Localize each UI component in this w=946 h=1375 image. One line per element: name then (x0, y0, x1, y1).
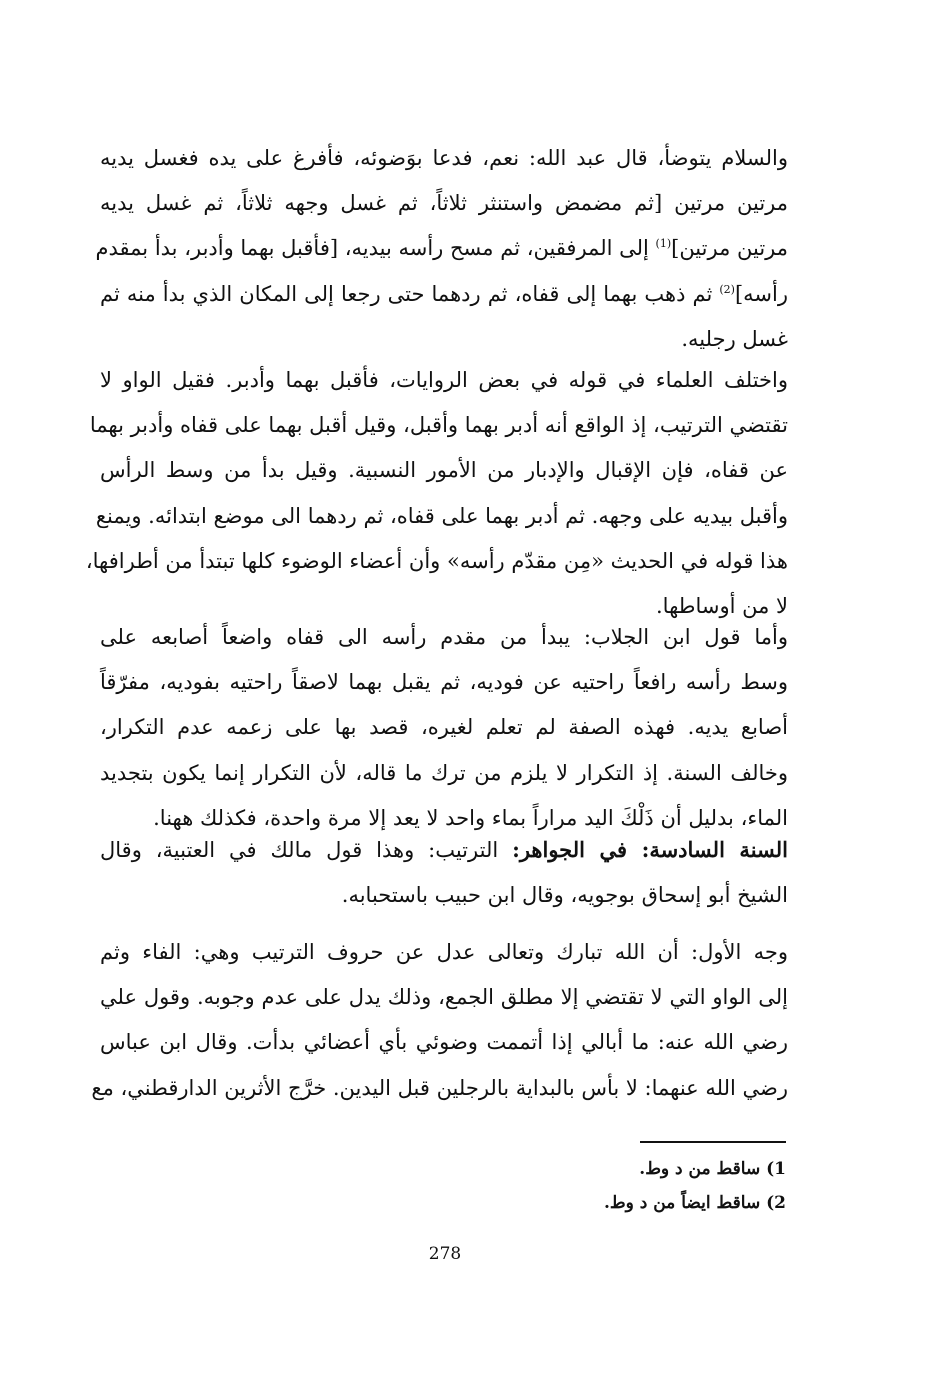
paragraph-ibn-al-jallab (100, 615, 788, 841)
footnote-1: 1) ساقط من د وط. (639, 1159, 786, 1179)
footnotes (480, 1152, 786, 1220)
text-line: الماء، بدليل أن ذَلْكَ اليد مراراً بماء واحد لا يعد إلا مرة واحدة، فكذلك ههنا. (153, 805, 788, 830)
text-segment: إلى المرفقين، ثم مسح رأسه بيديه، [فأقبل بهما وأدبر، بدأ بمقدم (95, 236, 656, 261)
section-heading: السنة السادسة: في الجواهر: (512, 837, 788, 862)
paragraph-wudu-description (95, 136, 788, 362)
text-segment: الترتيب: وهذا قول مالك في العتبية، وقال (100, 838, 513, 862)
text-line: مرتين مرتين [ثم مضمض واستنثر ثلاثاً، ثم غسل وجهه ثلاثاً، ثم غسل يديه (100, 191, 788, 216)
text-segment: رأسه] (734, 281, 788, 306)
page-number: 278 (428, 1244, 462, 1264)
text-line (100, 272, 788, 317)
paragraph-scholars-disagreement (85, 358, 788, 629)
text-line: تقتضي الترتيب، إذ الواقع أنه أدبر بهما وأقبل، وقيل أقبل بهما على قفاه وأدبر بهما (89, 413, 788, 438)
text-line (100, 827, 788, 873)
text-line: أصابع يديه. فهذه الصفة لم تعلم لغيره، قصد بها على زعمه عدم التكرار، (100, 715, 788, 740)
text-line: غسل رجليه. (681, 326, 788, 351)
text-line: وسط رأسه رافعاً راحتيه عن فوديه، ثم يقبل بهما لاصقاً راحتيه بفوديه، مفرّقاً (100, 670, 788, 695)
text-segment: مرتين مرتين] (671, 236, 788, 261)
footnote-marker: (1) (655, 237, 672, 251)
paragraph-first-view (91, 930, 788, 1111)
text-line: لا من أوساطها. (656, 594, 788, 619)
text-line: عن قفاه، فإن الإقبال والإدبار من الأمور النسبية. وقيل بدأ من وسط الرأس (100, 458, 788, 483)
footnote-divider (640, 1141, 786, 1143)
text-segment: ثم ذهب بهما إلى قفاه، ثم ردهما حتى رجعا إلى المكان الذي بدأ منه ثم (100, 281, 720, 306)
text-line: هذا قوله في الحديث «مِن مقدّم رأسه» وأن أعضاء الوضوء كلها تبتدأ من أطرافها، (85, 548, 788, 573)
text-line: وجه الأول: أن الله تبارك وتعالى عدل عن حروف الترتيب وهي: الفاء وثم (100, 940, 788, 964)
text-line: وأما قول ابن الجلاب: يبدأ من مقدم رأسه الى قفاه واضعاً أصابعه على (100, 625, 788, 649)
text-line (95, 226, 788, 271)
text-line: رضي الله عنهما: لا بأس بالبداية بالرجلين قبل اليدين. خرَّج الأثرين الدارقطني، مع (91, 1075, 788, 1100)
text-line: والسلام يتوضأ، قال عبد الله: نعم، فدعا بوَضوئه، فأفرغ على يده فغسل يديه (100, 146, 788, 170)
text-line: واختلف العلماء في قوله في بعض الروايات، فأقبل بهما وأدبر. فقيل الواو لا (100, 368, 788, 392)
footnote-marker: (2) (719, 282, 735, 296)
text-line: وأقبل بيديه على وجهه. ثم أدبر بهما على قفاه، ثم ردهما الى موضع ابتدائه. ويمنع (95, 503, 788, 528)
text-line: وخالف السنة. إذ التكرار لا يلزم من ترك ما قاله، لأن التكرار إنما يكون بتجديد (100, 760, 788, 785)
paragraph-sixth-sunnah (100, 827, 788, 918)
text-line: إلى الواو التي لا تقتضي إلا مطلق الجمع، وذلك يدل على عدم وجوبه. وقول علي (100, 985, 788, 1010)
footnote-2: 2) ساقط ايضاً من د وط. (603, 1193, 786, 1213)
text-line: رضي الله عنه: ما أبالي إذا أتممت وضوئي بأي أعضائي بدأت. وقال ابن عباس (100, 1030, 788, 1055)
text-line: الشيخ أبو إسحاق بوجويه، وقال ابن حبيب باستحبابه. (341, 883, 788, 908)
